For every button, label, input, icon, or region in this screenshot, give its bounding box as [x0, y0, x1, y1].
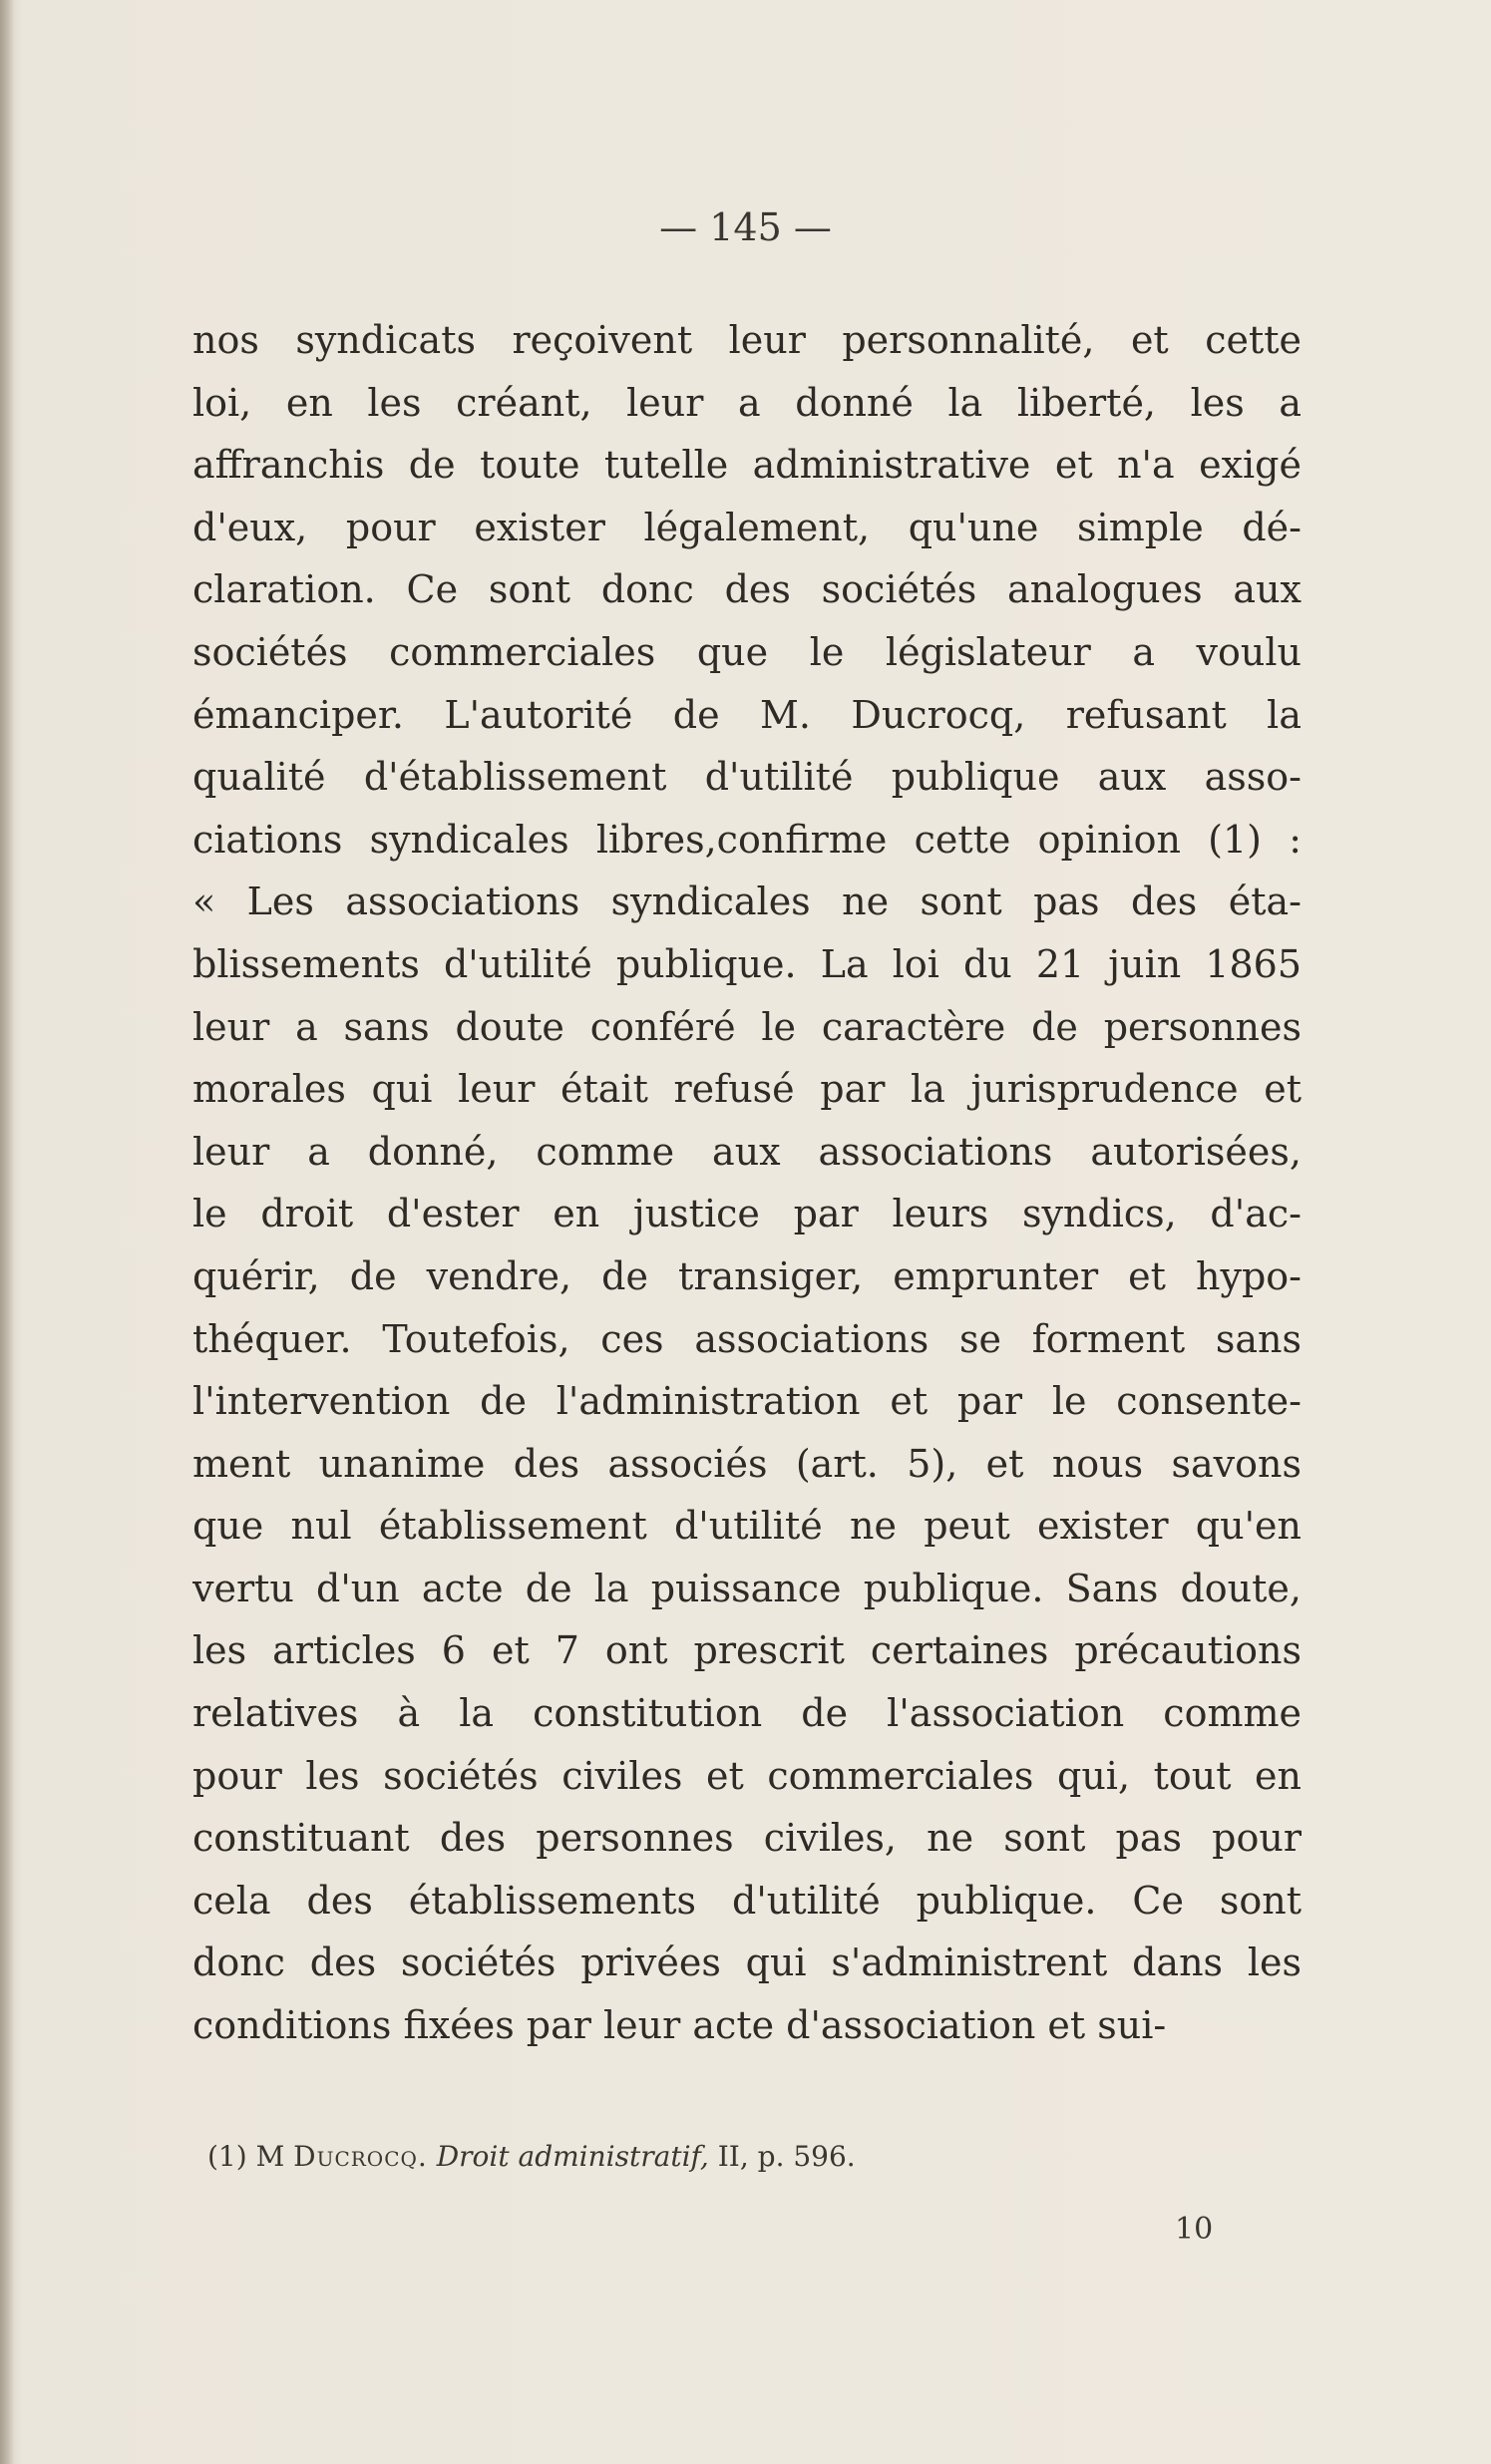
text-line: vertu d'un acte de la puissance publique. Sans doute,: [192, 1566, 1302, 1610]
footnote-reference: II, p. 596.: [717, 2140, 856, 2173]
text-line: pour les sociétés civiles et commerciales qui, tout en: [192, 1753, 1302, 1798]
text-line: nos syndicats reçoivent leur personnalité, et cette: [192, 318, 1302, 362]
text-line: l'intervention de l'administration et par le consente-: [192, 1379, 1302, 1424]
text-line: ciations syndicales libres,confirme cette opinion (1) :: [192, 817, 1302, 862]
signature-mark: 10: [1175, 2212, 1214, 2247]
text-line: affranchis de toute tutelle administrative et n'a exigé: [192, 443, 1302, 488]
text-line: sociétés commerciales que le législateur a voulu: [192, 629, 1302, 674]
text-line: d'eux, pour exister légalement, qu'une simple dé-: [192, 505, 1302, 549]
text-line: qualité d'établissement d'utilité publique aux asso-: [192, 755, 1302, 800]
text-line: loi, en les créant, leur a donné la liberté, les a: [192, 380, 1302, 425]
text-line: morales qui leur était refusé par la jurisprudence et: [192, 1067, 1302, 1112]
text-line: blissements d'utilité publique. La loi du 21 juin 1865: [192, 941, 1302, 986]
page-edge-shadow: [0, 0, 14, 2464]
text-line: que nul établissement d'utilité ne peut exister qu'en: [192, 1504, 1302, 1549]
text-line: leur a donné, comme aux associations autorisées,: [192, 1129, 1302, 1174]
text-line: le droit d'ester en justice par leurs syndics, d'ac-: [192, 1192, 1302, 1236]
text-line: leur a sans doute conféré le caractère de personnes: [192, 1004, 1302, 1049]
text-line: ment unanime des associés (art. 5), et nous savons: [192, 1441, 1302, 1486]
text-line: constituant des personnes civiles, ne sont pas pour: [192, 1816, 1302, 1861]
text-line: quérir, de vendre, de transiger, emprunter et hypo-: [192, 1253, 1302, 1298]
text-line: théquer. Toutefois, ces associations se forment sans: [192, 1316, 1302, 1361]
text-line: relatives à la constitution de l'association comme: [192, 1691, 1302, 1736]
footnote-work: Droit administratif,: [436, 2140, 709, 2173]
text-line: cela des établissements d'utilité publique. Ce sont: [192, 1878, 1302, 1923]
text-line: émanciper. L'autorité de M. Ducrocq, refusant la: [192, 692, 1302, 737]
footnote-marker: (1) M: [207, 2140, 285, 2173]
text-line: donc des sociétés privées qui s'administrent dans les: [192, 1940, 1302, 1985]
page-number: — 145 —: [659, 205, 832, 249]
text-line: claration. Ce sont donc des sociétés analogues aux: [192, 567, 1302, 612]
text-line: « Les associations syndicales ne sont pas des éta-: [192, 880, 1302, 924]
footnote-author: Ducrocq.: [293, 2140, 428, 2173]
body-text: [192, 309, 1302, 2057]
text-line: les articles 6 et 7 ont prescrit certaines précautions: [192, 1628, 1302, 1673]
text-line: conditions fixées par leur acte d'association et sui-: [192, 2003, 1167, 2048]
footnote: [207, 2140, 856, 2173]
